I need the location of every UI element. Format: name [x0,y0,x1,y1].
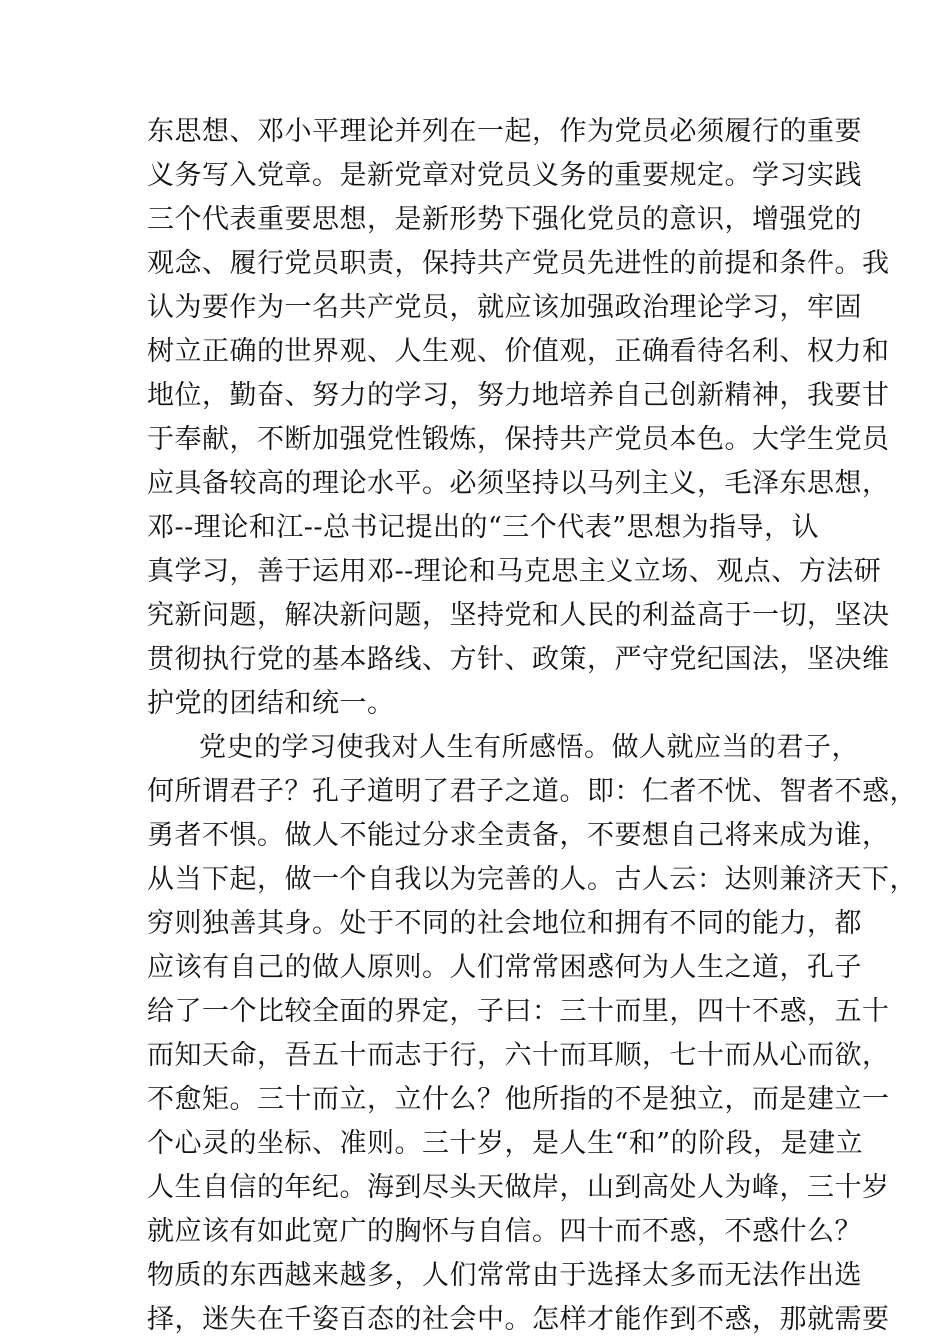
text-line: 树立正确的世界观、人生观、价值观，正确看待名利、权力和 [147,336,890,367]
text-line: 从当下起，做一个自我以为完善的人。古人云：达则兼济天下， [147,864,917,895]
text-line: 义务写入党章。是新党章对党员义务的重要规定。学习实践 [147,160,862,191]
text-line: 于奉献，不断加强党性锻炼，保持共产党员本色。大学生党员 [147,424,890,455]
text-line: 而知天命，吾五十而志于行，六十而耳顺，七十而从心而欲， [147,1040,890,1071]
body-text [147,110,917,1342]
text-line: 应该有自己的做人原则。人们常常困惑何为人生之道，孔子 [147,952,862,983]
text-line: 不愈矩。三十而立，立什么？他所指的不是独立，而是建立一 [147,1084,890,1115]
paragraph-first-line: 党史的学习使我对人生有所感悟。做人就应当的君子， [199,732,859,763]
text-line: 应具备较高的理论水平。必须坚持以马列主义，毛泽东思想， [147,468,890,499]
text-line: 择，迷失在千姿百态的社会中。怎样才能作到不惑，那就需要 [147,1304,890,1335]
text-line: 东思想、邓小平理论并列在一起，作为党员必须履行的重要 [147,116,862,147]
text-line: 就应该有如此宽广的胸怀与自信。四十而不惑，不惑什么？ [147,1216,862,1247]
text-line: 邓--理论和江--总书记提出的“三个代表”思想为指导，认 [147,512,820,543]
text-line: 贯彻执行党的基本路线、方针、政策，严守党纪国法，坚决维 [147,644,890,675]
text-line: 护党的团结和统一。 [147,688,395,719]
text-line: 三个代表重要思想，是新形势下强化党员的意识，增强党的 [147,204,862,235]
text-line: 勇者不惧。做人不能过分求全责备，不要想自己将来成为谁， [147,820,890,851]
text-line: 真学习，善于运用邓--理论和马克思主义立场、观点、方法研 [147,556,882,587]
text-line: 个心灵的坐标、准则。三十岁，是人生“和”的阶段，是建立 [147,1128,864,1159]
text-line: 物质的东西越来越多，人们常常由于选择太多而无法作出选 [147,1260,862,1291]
text-line: 认为要作为一名共产党员，就应该加强政治理论学习，牢固 [147,292,862,323]
text-line: 何所谓君子？孔子道明了君子之道。即：仁者不忧、智者不惑， [147,776,917,807]
text-line: 给了一个比较全面的界定，子曰：三十而里，四十不惑，五十 [147,996,890,1027]
text-line: 人生自信的年纪。海到尽头天做岸，山到高处人为峰，三十岁 [147,1172,890,1203]
text-line: 地位，勤奋、努力的学习，努力地培养自己创新精神，我要甘 [147,380,890,411]
text-line: 观念、履行党员职责，保持共产党员先进性的前提和条件。我 [147,248,890,279]
text-line: 究新问题，解决新问题，坚持党和人民的利益高于一切，坚决 [147,600,890,631]
text-line: 穷则独善其身。处于不同的社会地位和拥有不同的能力，都 [147,908,862,939]
